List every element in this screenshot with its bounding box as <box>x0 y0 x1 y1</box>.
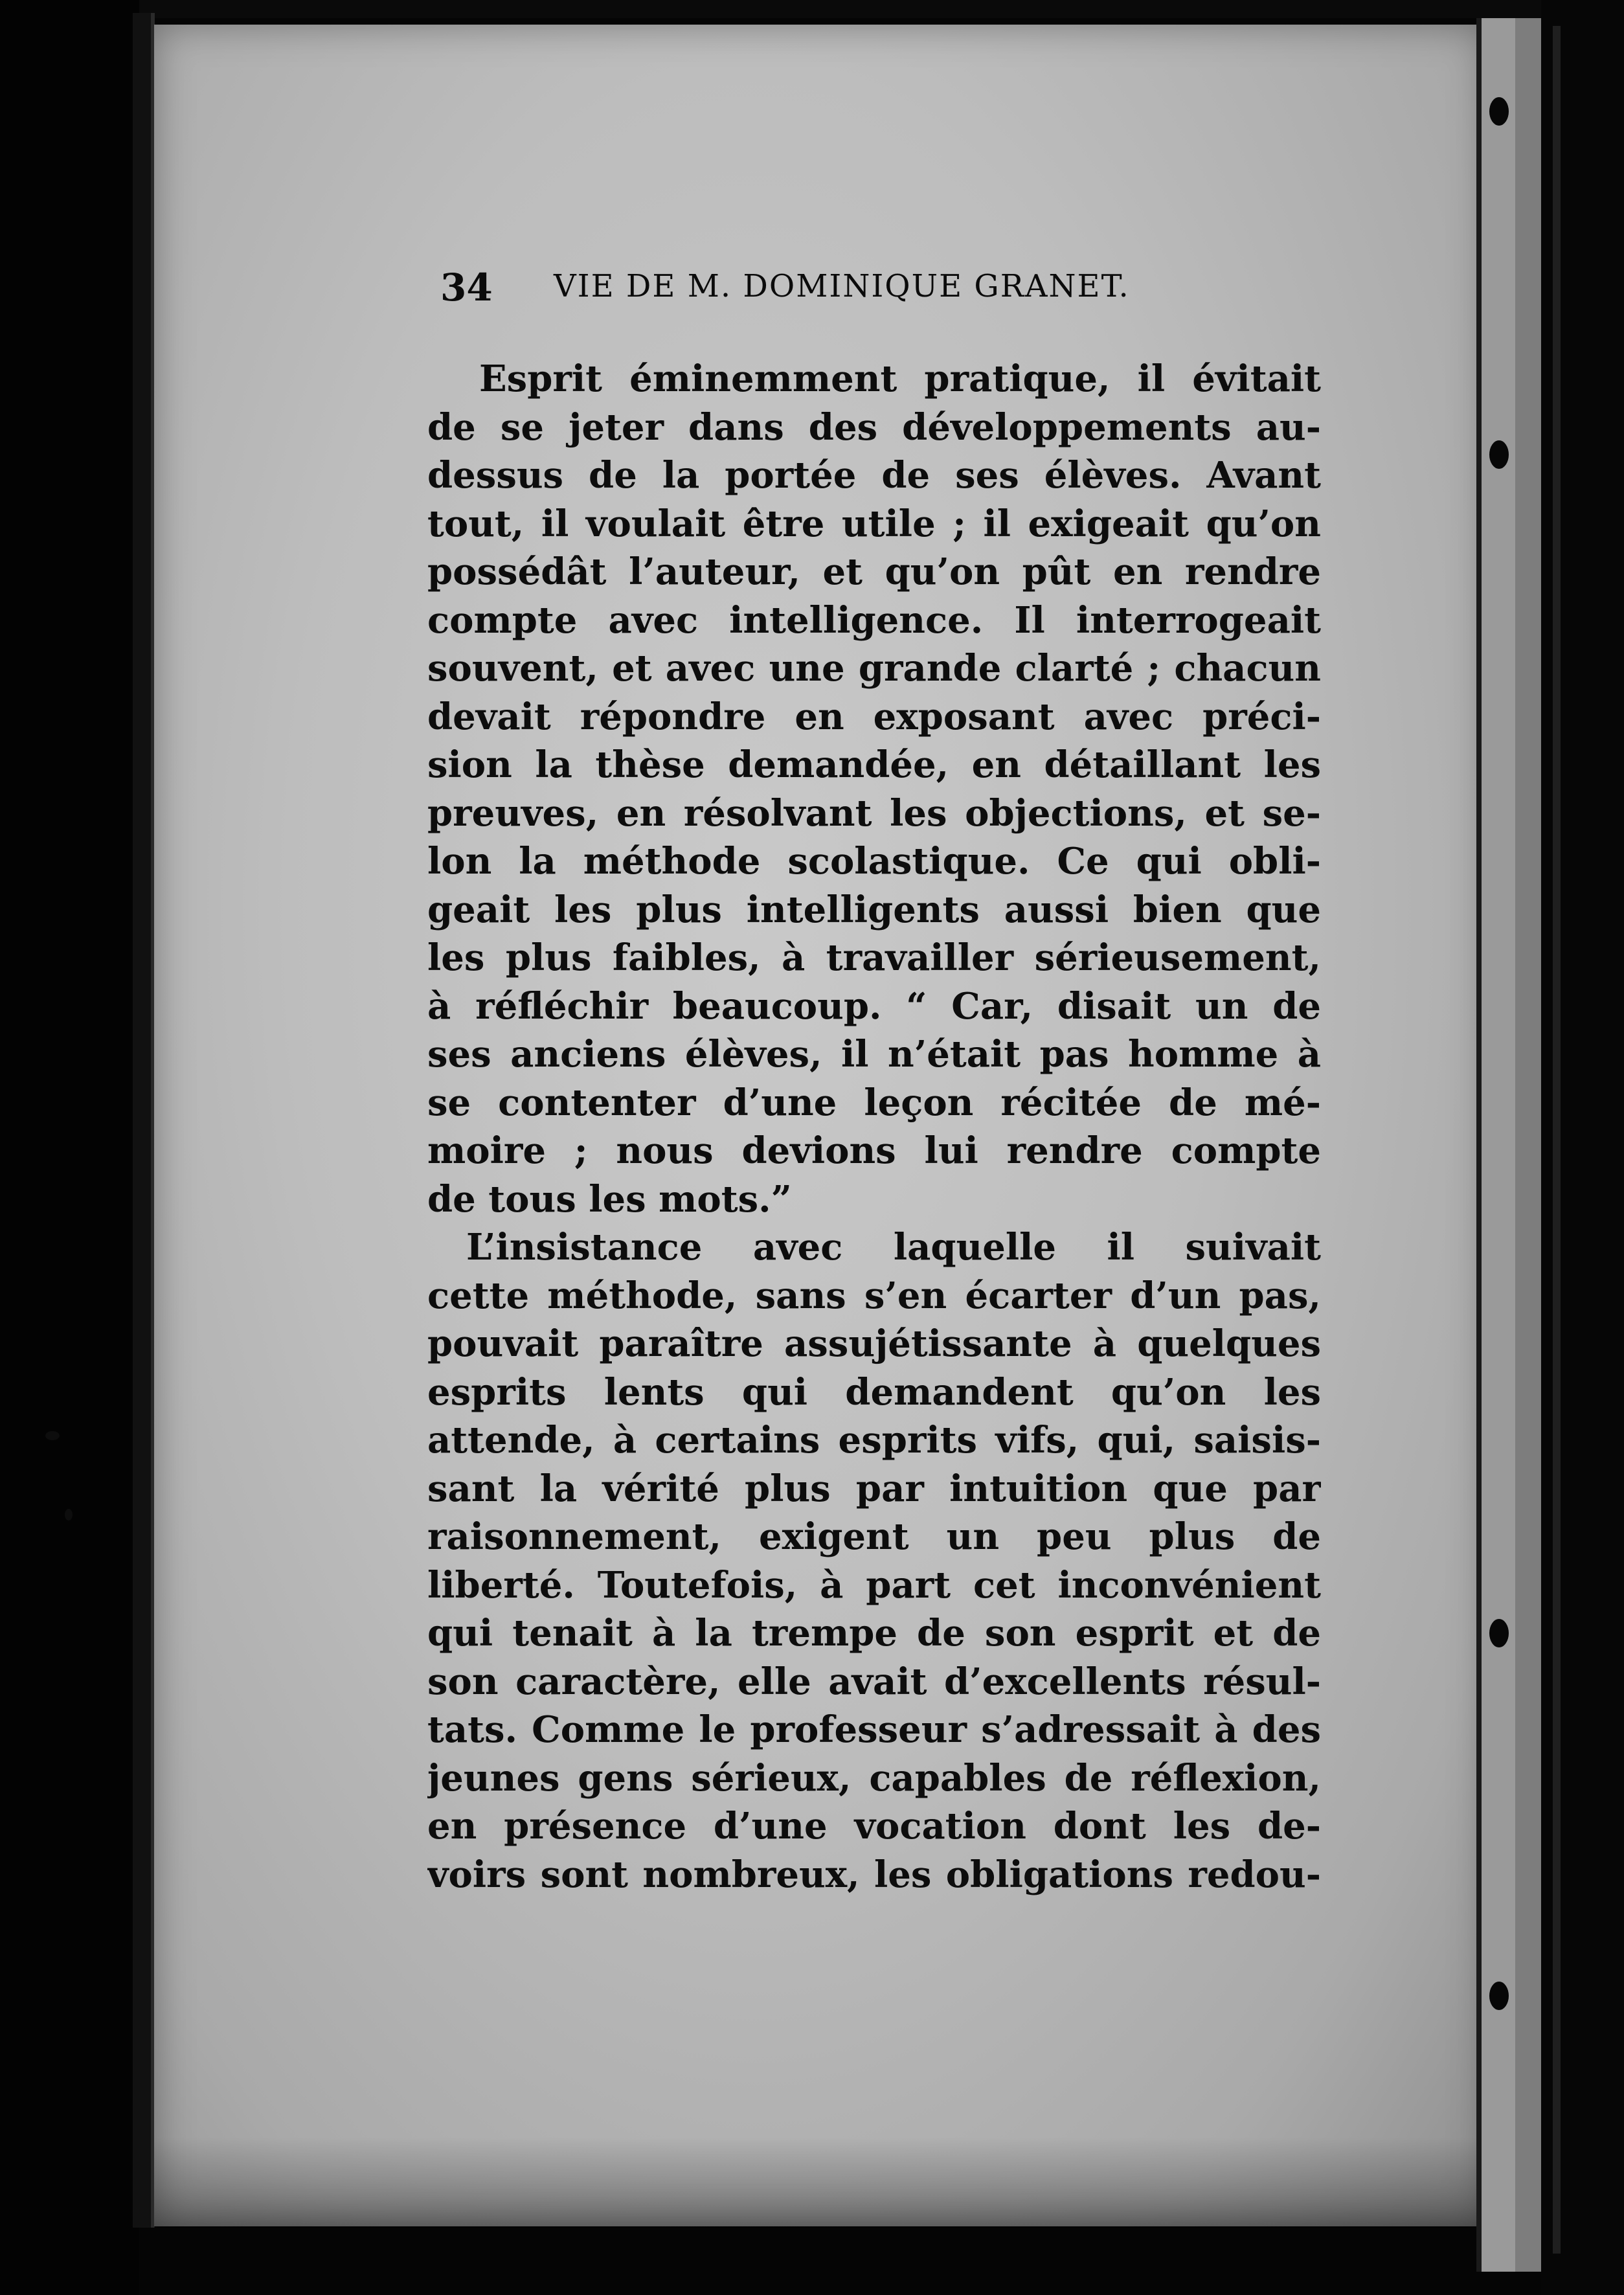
page-number: 34 <box>440 266 493 310</box>
text-line: pouvait paraître assujétissante à quelques <box>427 1322 1321 1365</box>
text-line: tout, il voulait être utile ; il exigeait qu’on <box>427 502 1321 545</box>
text-line: se contenter d’une leçon récitée de mé- <box>427 1081 1321 1124</box>
text-line: esprits lents qui demandent qu’on les <box>427 1370 1321 1414</box>
text-line: cette méthode, sans s’en écarter d’un pas, <box>427 1274 1321 1317</box>
text-line: tats. Comme le professeur s’adressait à des <box>427 1708 1321 1751</box>
text-line: lon la méthode scolastique. Ce qui obli- <box>427 840 1321 883</box>
text-line: devait répondre en exposant avec préci- <box>427 695 1321 738</box>
text-line: possédât l’auteur, et qu’on pût en rendre <box>427 550 1321 593</box>
scan-speck <box>65 1509 73 1521</box>
text-line: son caractère, elle avait d’excellents résul- <box>427 1660 1321 1703</box>
text-line: sant la vérité plus par intuition que par <box>427 1467 1321 1510</box>
text-line: dessus de la portée de ses élèves. Avant <box>427 454 1321 497</box>
text-line: en présence d’une vocation dont les de- <box>427 1805 1321 1848</box>
text-line: compte avec intelligence. Il interrogeait <box>427 598 1321 642</box>
frame-right-border-line <box>1553 26 1561 2254</box>
text-line: raisonnement, exigent un peu plus de <box>427 1515 1321 1558</box>
body-text <box>427 355 1321 1899</box>
text-line: attende, à certains esprits vifs, qui, saisis- <box>427 1419 1321 1462</box>
running-head-title: VIE DE M. DOMINIQUE GRANET. <box>554 268 1130 304</box>
text-line: L’insistance avec laquelle il suivait <box>466 1226 1321 1269</box>
frame-left-edge <box>0 0 139 2295</box>
frame-left-border-line <box>133 13 155 2228</box>
scan-speck <box>45 1431 60 1440</box>
text-line: les plus faibles, à travailler sérieusement, <box>427 936 1321 979</box>
binding-strip <box>1515 18 1541 2272</box>
text-line: ses anciens élèves, il n’était pas homme à <box>427 1033 1321 1076</box>
text-line: de tous les mots.” <box>427 1177 792 1221</box>
text-line: Esprit éminemment pratique, il évitait <box>479 357 1321 400</box>
frame-top-edge <box>0 0 1624 18</box>
text-line: à réfléchir beaucoup. “ Car, disait un de <box>427 984 1321 1028</box>
page-bottom-shadow <box>154 2137 1488 2228</box>
text-line: preuves, en résolvant les objections, et se- <box>427 791 1321 835</box>
binding-stitch <box>1489 97 1509 126</box>
text-line: moire ; nous devions lui rendre compte <box>427 1129 1321 1172</box>
text-line: liberté. Toutefois, à part cet inconvénient <box>427 1563 1321 1607</box>
text-line: jeunes gens sérieux, capables de réflexion, <box>427 1756 1321 1800</box>
binding-stitch <box>1489 440 1509 469</box>
text-line: voirs sont nombreux, les obligations redou- <box>427 1853 1321 1896</box>
binding-stitch <box>1489 1619 1509 1647</box>
binding-stitch <box>1489 1982 1509 2010</box>
text-line: de se jeter dans des développements au- <box>427 405 1321 449</box>
text-line: sion la thèse demandée, en détaillant les <box>427 743 1321 786</box>
text-line: souvent, et avec une grande clarté ; chacun <box>427 647 1321 690</box>
text-line: geait les plus intelligents aussi bien que <box>427 888 1321 931</box>
running-head <box>440 266 1295 311</box>
text-line: qui tenait à la trempe de son esprit et de <box>427 1612 1321 1655</box>
